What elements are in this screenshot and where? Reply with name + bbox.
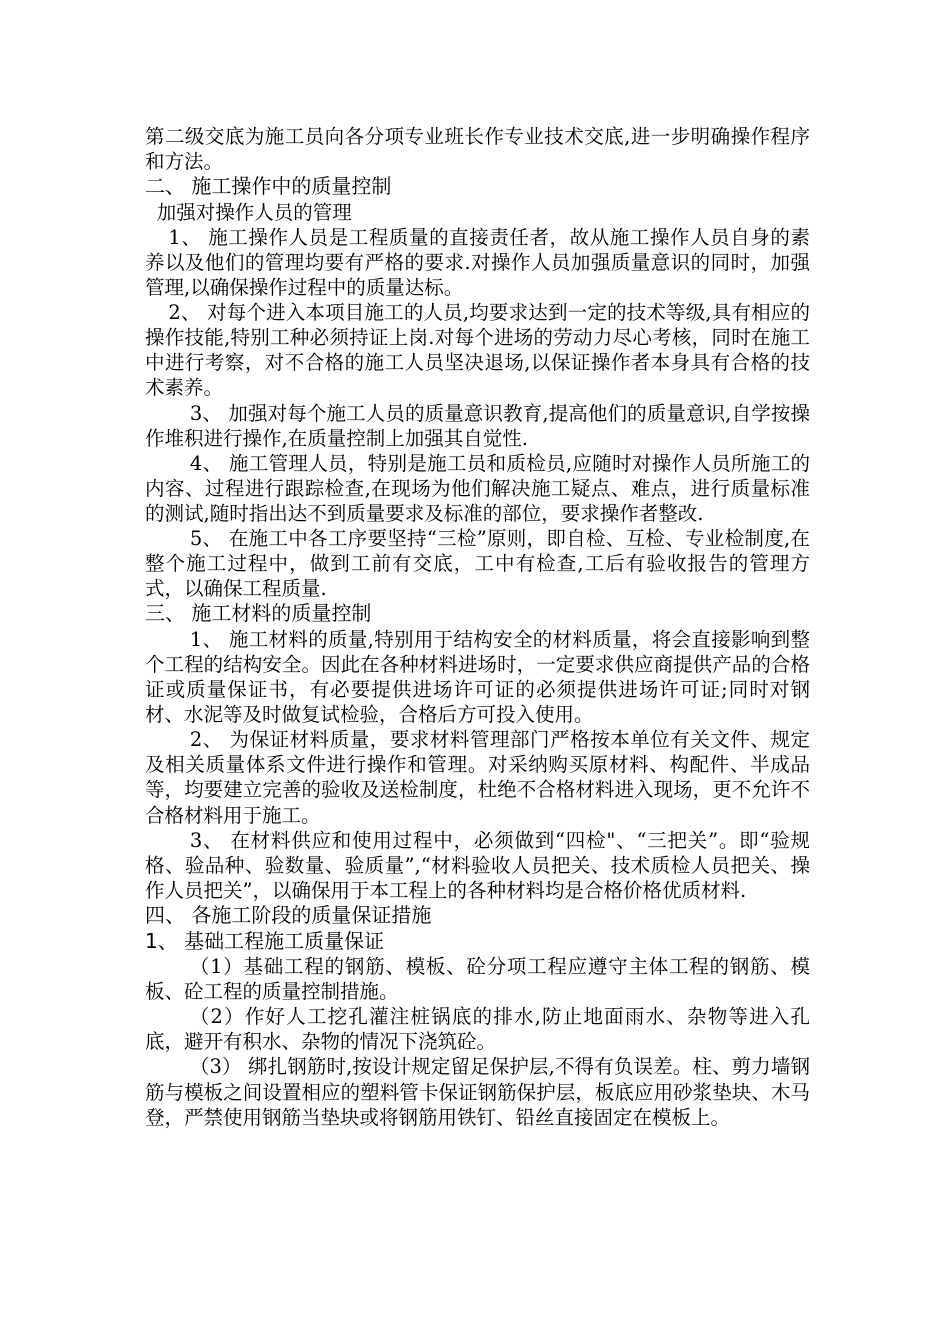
paragraph: 3、 加强对每个施工人员的质量意识教育,提高他们的质量意识,自学按操作堆积进行操作,在质量控制上加强其自觉性. [145,401,810,450]
subheading: 加强对操作人员的管理 [156,200,352,224]
paragraph: 5、 在施工中各工序要坚持“三检”原则，即自检、互检、专业检制度,在整个施工过程中，做到工前有交底，工中有检查,工后有验收报告的管理方式，以确保工程质量. [145,527,810,601]
section-heading: 四、 各施工阶段的质量保证措施 [145,902,432,927]
subsection-heading: 1、 基础工程施工质量保证 [145,928,385,953]
paragraph: 第二级交底为施工员向各分项专业班长作专业技术交底,进一步明确操作程序和方法。 [145,125,810,174]
paragraph: 4、 施工管理人员，特别是施工员和质检员,应随时对操作人员所施工的内容、过程进行跟踪检查,在现场为他们解决施工疑点、难点，进行质量标准的测试,随时指出达不到质量要求及标准的部位，要求操作者整改. [145,451,810,525]
paragraph: （3） 绑扎钢筋时,按设计规定留足保护层,不得有负误差。柱、剪力墙钢筋与模板之间设置相应的塑料管卡保证钢筋保护层，板底应用砂浆垫块、木马登，严禁使用钢筋当垫块或将钢筋用铁钉、铅丝直接固定在模板上。 [145,1055,810,1129]
section-heading: 二、 施工操作中的质量控制 [145,174,392,199]
paragraph: （1）基础工程的钢筋、模板、砼分项工程应遵守主体工程的钢筋、模板、砼工程的质量控制措施。 [145,955,810,1004]
paragraph: （2）作好人工挖孔灌注桩锅底的排水,防止地面雨水、杂物等进入孔底，避开有积水、杂物的情况下浇筑砼。 [145,1005,810,1054]
document-body [145,124,810,1130]
paragraph: 1、 施工操作人员是工程质量的直接责任者，故从施工操作人员自身的素养以及他们的管理均要有严格的要求.对操作人员加强质量意识的同时，加强管理,以确保操作过程中的质量达标。 [145,225,810,300]
paragraph: 2、 对每个进入本项目施工的人员,均要求达到一定的技术等级,具有相应的操作技能,特别工种必须持证上岗.对每个进场的劳动力尽心考核，同时在施工中进行考察，对不合格的施工人员坚决退场,以保证操作者本身具有合格的技术素养。 [145,301,810,400]
paragraph: 1、 施工材料的质量,特别用于结构安全的材料质量，将会直接影响到整个工程的结构安全。因此在各种材料进场时，一定要求供应商提供产品的合格证或质量保证书，有必要提供进场许可证的必须提供进场许可证;同时对钢材、水泥等及时做复试检验，合格后方可投入使用。 [145,627,810,727]
paragraph: 2、 为保证材料质量，要求材料管理部门严格按本单位有关文件、规定及相关质量体系文件进行操作和管理。对采纳购买原材料、构配件、半成品等，均要建立完善的验收及送检制度，杜绝不合格材料进入现场，更不允许不合格材料用于施工。 [145,728,810,827]
section-heading: 三、 施工材料的质量控制 [145,601,372,626]
paragraph: 3、 在材料供应和使用过程中，必须做到“四检"、“三把关”。即“验规格、验品种、验数量、验质量”,“材料验收人员把关、技术质检人员把关、操作人员把关”，以确保用于本工程上的各种材料均是合格价格优质材料. [145,828,810,902]
